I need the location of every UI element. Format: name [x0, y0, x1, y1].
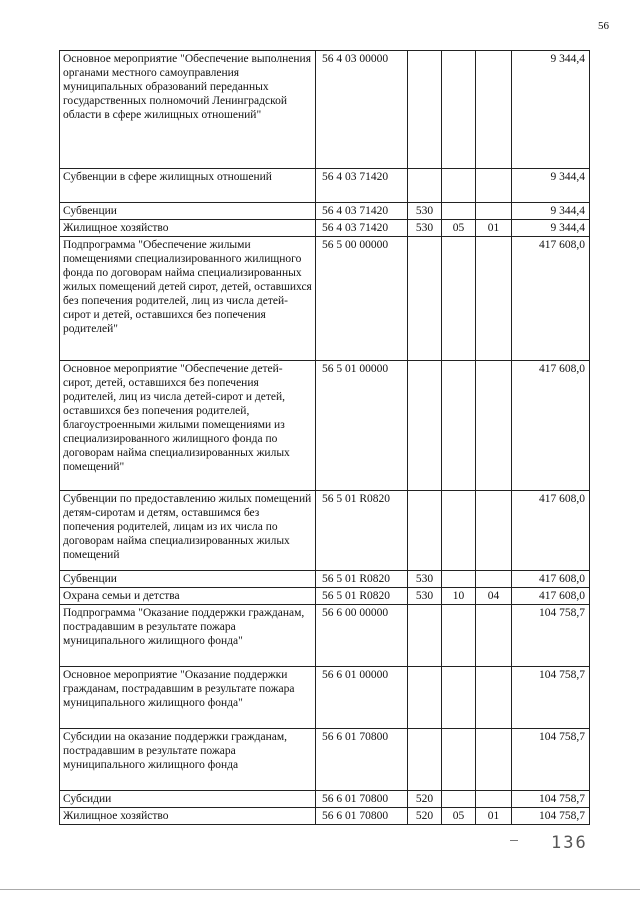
- row-section: [442, 237, 476, 361]
- row-subsection: [476, 51, 512, 169]
- row-subsection: [476, 729, 512, 791]
- row-expense-type: [408, 51, 442, 169]
- row-expense-type: 530: [408, 220, 442, 237]
- row-expense-type: [408, 237, 442, 361]
- row-section: 05: [442, 808, 476, 825]
- row-name: Субвенции: [60, 203, 316, 220]
- row-expense-type: 520: [408, 791, 442, 808]
- row-target-code: 56 5 01 R0820: [316, 571, 408, 588]
- row-amount: 104 758,7: [512, 605, 590, 667]
- row-subsection: 01: [476, 808, 512, 825]
- table-row: [60, 237, 590, 361]
- row-expense-type: 530: [408, 588, 442, 605]
- table-row: [60, 791, 590, 808]
- row-amount: 104 758,7: [512, 667, 590, 729]
- page-bottom-rule: [0, 889, 640, 890]
- row-target-code: 56 5 01 R0820: [316, 491, 408, 571]
- table-row: [60, 220, 590, 237]
- row-expense-type: [408, 667, 442, 729]
- table-row: [60, 729, 590, 791]
- table-row: [60, 491, 590, 571]
- row-amount: 9 344,4: [512, 203, 590, 220]
- row-expense-type: 530: [408, 203, 442, 220]
- row-amount: 104 758,7: [512, 791, 590, 808]
- row-name: Субвенции в сфере жилищных отношений: [60, 169, 316, 203]
- row-subsection: [476, 237, 512, 361]
- row-expense-type: 530: [408, 571, 442, 588]
- row-amount: 417 608,0: [512, 361, 590, 491]
- table-row: [60, 51, 590, 169]
- row-amount: 104 758,7: [512, 729, 590, 791]
- row-target-code: 56 4 03 71420: [316, 220, 408, 237]
- row-expense-type: [408, 361, 442, 491]
- table-row: [60, 605, 590, 667]
- row-name: Жилищное хозяйство: [60, 808, 316, 825]
- row-section: [442, 729, 476, 791]
- row-name: Субсидии на оказание поддержки гражданам, пострадавшим в результате пожара муниципального жилищного фонда: [60, 729, 316, 791]
- row-name: Подпрограмма "Оказание поддержки гражданам, пострадавшим в результате пожара муниципального жилищного фонда": [60, 605, 316, 667]
- row-amount: 417 608,0: [512, 588, 590, 605]
- row-amount: 9 344,4: [512, 169, 590, 203]
- row-expense-type: [408, 605, 442, 667]
- row-name: Жилищное хозяйство: [60, 220, 316, 237]
- row-section: [442, 51, 476, 169]
- row-amount: 417 608,0: [512, 571, 590, 588]
- row-section: [442, 169, 476, 203]
- row-section: 05: [442, 220, 476, 237]
- row-name: Субсидии: [60, 791, 316, 808]
- row-target-code: 56 5 00 00000: [316, 237, 408, 361]
- row-target-code: 56 4 03 71420: [316, 169, 408, 203]
- row-section: [442, 203, 476, 220]
- row-expense-type: [408, 491, 442, 571]
- row-section: [442, 667, 476, 729]
- row-target-code: 56 5 01 00000: [316, 361, 408, 491]
- row-section: [442, 605, 476, 667]
- row-subsection: [476, 571, 512, 588]
- budget-table: [59, 50, 590, 825]
- row-subsection: [476, 667, 512, 729]
- row-target-code: 56 6 00 00000: [316, 605, 408, 667]
- row-target-code: 56 5 01 R0820: [316, 588, 408, 605]
- row-subsection: [476, 605, 512, 667]
- table-row: [60, 571, 590, 588]
- row-name: Основное мероприятие "Обеспечение выполнения органами местного самоуправления муниципальных образований переданных государственных полномочий Ленинградской области в сфере жилищных отношений": [60, 51, 316, 169]
- row-subsection: 04: [476, 588, 512, 605]
- row-target-code: 56 6 01 70800: [316, 791, 408, 808]
- row-name: Субвенции: [60, 571, 316, 588]
- row-subsection: [476, 203, 512, 220]
- page-number: 56: [598, 20, 609, 32]
- table-row: [60, 169, 590, 203]
- row-subsection: 01: [476, 220, 512, 237]
- row-section: [442, 491, 476, 571]
- row-amount: 417 608,0: [512, 491, 590, 571]
- row-subsection: [476, 791, 512, 808]
- scan-dash-mark: [510, 840, 518, 841]
- row-section: [442, 791, 476, 808]
- sheet-stamp-number: 136: [551, 833, 588, 853]
- row-target-code: 56 4 03 71420: [316, 203, 408, 220]
- table-row: [60, 361, 590, 491]
- row-subsection: [476, 169, 512, 203]
- row-amount: 9 344,4: [512, 220, 590, 237]
- row-target-code: 56 6 01 70800: [316, 808, 408, 825]
- row-name: Основное мероприятие "Обеспечение детей-сирот, детей, оставшихся без попечения родителей, лиц из числа детей-сирот и детей, оставшихся без попечения родителей, благоустроенными жилыми помещениями из специализированного жилищного фонда по договорам найма специализированных жилых помещений": [60, 361, 316, 491]
- row-target-code: 56 4 03 00000: [316, 51, 408, 169]
- row-section: 10: [442, 588, 476, 605]
- row-target-code: 56 6 01 00000: [316, 667, 408, 729]
- row-name: Основное мероприятие "Оказание поддержки гражданам, пострадавшим в результате пожара муниципального жилищного фонда": [60, 667, 316, 729]
- row-subsection: [476, 491, 512, 571]
- row-name: Охрана семьи и детства: [60, 588, 316, 605]
- row-section: [442, 361, 476, 491]
- row-expense-type: [408, 169, 442, 203]
- table-row: [60, 203, 590, 220]
- row-expense-type: 520: [408, 808, 442, 825]
- row-name: Субвенции по предоставлению жилых помещений детям-сиротам и детям, оставшимся без попечения родителей, лицам из их числа по договорам найма специализированных жилых помещений: [60, 491, 316, 571]
- row-amount: 9 344,4: [512, 51, 590, 169]
- row-target-code: 56 6 01 70800: [316, 729, 408, 791]
- row-section: [442, 571, 476, 588]
- table-row: [60, 667, 590, 729]
- row-amount: 417 608,0: [512, 237, 590, 361]
- row-subsection: [476, 361, 512, 491]
- row-amount: 104 758,7: [512, 808, 590, 825]
- table-row: [60, 588, 590, 605]
- row-name: Подпрограмма "Обеспечение жилыми помещениями специализированного жилищного фонда по договорам найма специализированных жилых помещений детей сирот, детей, оставшихся без попечения родителей, лиц из числа детей-сирот и детей, оставшихся без попечения родителей": [60, 237, 316, 361]
- row-expense-type: [408, 729, 442, 791]
- table-row: [60, 808, 590, 825]
